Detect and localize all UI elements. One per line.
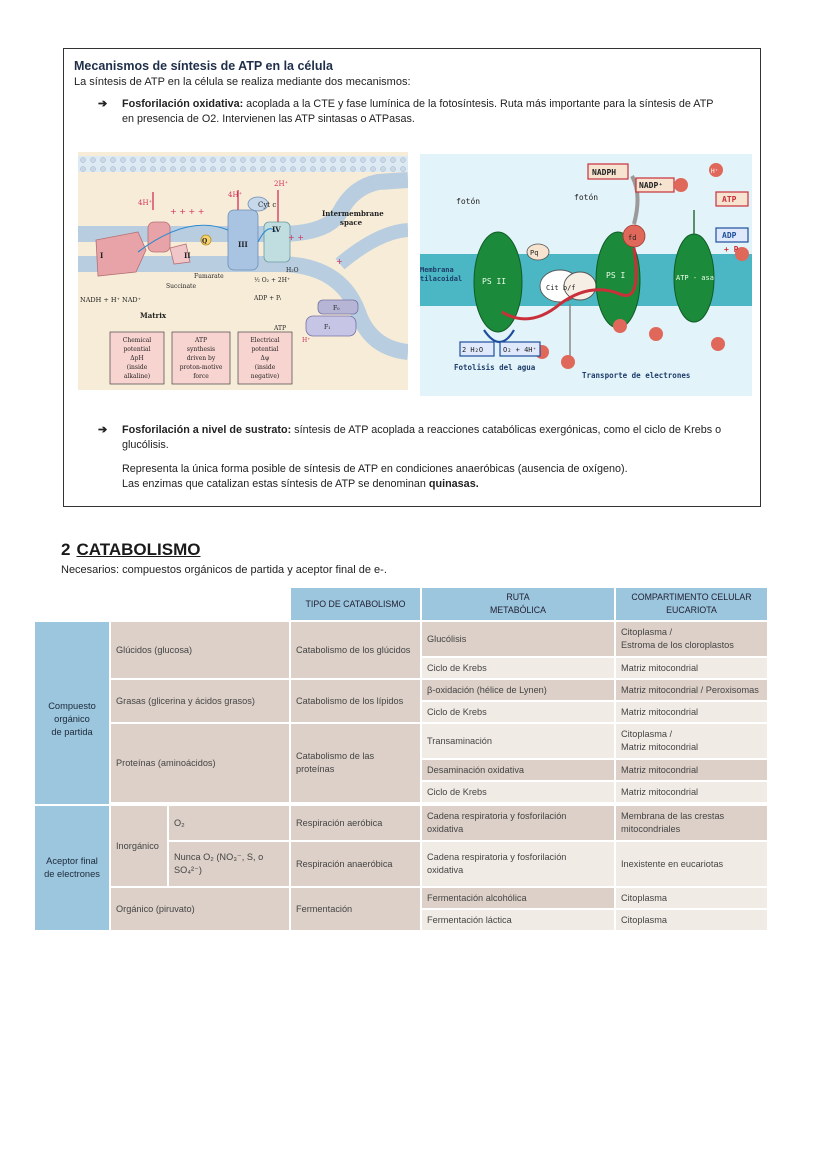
cell-nunca-o2 bbox=[169, 842, 289, 886]
header-comp-line2: EUCARIOTA bbox=[666, 605, 717, 615]
box1-line-4: (inside bbox=[126, 364, 148, 371]
label-cytc: Cyt c bbox=[258, 201, 277, 209]
cell-cadena-2 bbox=[422, 842, 614, 886]
cell-cat-proteinas bbox=[291, 724, 420, 802]
cell-membrana-crestas bbox=[616, 806, 767, 840]
label-intermembrane: Intermembrane bbox=[322, 209, 384, 218]
catabolism-table bbox=[33, 586, 769, 932]
cell-krebs-2: Ciclo de Krebs bbox=[422, 702, 614, 722]
box3-line-3: Δψ bbox=[260, 355, 270, 362]
cell-citoplasma-estroma bbox=[616, 622, 767, 656]
aceptor-line1: Aceptor final bbox=[46, 856, 98, 866]
cell-fermentacion: Fermentación bbox=[291, 888, 420, 930]
label-adp: ADP + Pᵢ bbox=[254, 295, 282, 302]
cell-matriz-4: Matriz mitocondrial bbox=[616, 782, 767, 802]
label-ps2: PS II bbox=[482, 277, 507, 286]
memb-line2: mitocondriales bbox=[621, 824, 681, 834]
label-4h-1: 4H⁺ bbox=[138, 199, 153, 207]
label-fd: fd bbox=[628, 234, 637, 242]
label-cit-bf: Cit b/f bbox=[546, 284, 576, 292]
cell-matriz-perox: Matriz mitocondrial / Peroxisomas bbox=[616, 680, 767, 700]
cell-inorganico: Inorgánico bbox=[111, 806, 167, 886]
aceptor-line2: de electrones bbox=[44, 869, 100, 879]
box3-line-5: negative) bbox=[250, 373, 280, 380]
compuesto-line3: de partida bbox=[51, 727, 93, 737]
compuesto-line2: orgánico bbox=[54, 714, 90, 724]
label-pq: Pq bbox=[530, 249, 539, 257]
header-ruta-line2: METABÓLICA bbox=[489, 605, 547, 615]
label-foton-1: fotón bbox=[456, 197, 481, 206]
kinases-line bbox=[122, 477, 742, 492]
box2-line-5: force bbox=[193, 373, 209, 380]
arrow-icon: ➔ bbox=[98, 98, 108, 110]
anaerobic-line: Representa la única forma posible de síntesis de ATP en condiciones anaeróbicas (ausencia de oxígeno). bbox=[122, 463, 628, 475]
cell-matriz-3: Matriz mitocondrial bbox=[616, 760, 767, 780]
cell-glucolisis: Glucólisis bbox=[422, 622, 614, 656]
bullet-substrate bbox=[98, 423, 728, 453]
kinases-bold: quinasas. bbox=[428, 478, 479, 490]
cell-cadena-1 bbox=[422, 806, 614, 840]
label-adp-right: ADP bbox=[722, 231, 737, 240]
cell-grasas: Grasas (glicerina y ácidos grasos) bbox=[111, 680, 289, 722]
cell-inexistente: Inexistente en eucariotas bbox=[616, 842, 767, 886]
cell-krebs-1: Ciclo de Krebs bbox=[422, 658, 614, 678]
row-group-aceptor bbox=[35, 806, 109, 930]
section-title: CATABOLISMO bbox=[76, 540, 201, 559]
cadena2-line2: oxidativa bbox=[427, 865, 464, 875]
table-row bbox=[35, 724, 767, 758]
label-nadph: NADPH bbox=[592, 168, 617, 177]
box1-line-2: potential bbox=[123, 346, 151, 353]
compuesto-line1: Compuesto bbox=[48, 701, 96, 711]
cell-krebs-3: Ciclo de Krebs bbox=[422, 782, 614, 802]
comp-cito2-line: Citoplasma / bbox=[621, 729, 673, 739]
cell-cat-lipidos: Catabolismo de los lípidos bbox=[291, 680, 420, 722]
memb-line1: Membrana de las crestas bbox=[621, 811, 725, 821]
header-ruta bbox=[422, 588, 614, 620]
label-atp-asa: ATP - asa bbox=[676, 274, 714, 282]
mitochondrial-etc-figure bbox=[78, 152, 408, 390]
label-membrana: Membrana bbox=[420, 266, 454, 274]
comp-matriz2-line: Matriz mitocondrial bbox=[621, 742, 699, 752]
comp-estroma-line: Estroma de los cloroplastos bbox=[621, 640, 734, 650]
box1-line-1: Chemical bbox=[122, 337, 152, 344]
label-f0: F₀ bbox=[333, 305, 340, 312]
label-o2: ½ O₂ + 2H⁺ bbox=[254, 277, 291, 284]
box2-line-1: ATP bbox=[194, 337, 208, 344]
thylakoid-etc-figure bbox=[420, 154, 752, 396]
label-succinate: Succinate bbox=[166, 283, 197, 290]
comp-cito-line: Citoplasma / bbox=[621, 627, 673, 637]
cell-resp-anaerobica: Respiración anaeróbica bbox=[291, 842, 420, 886]
cell-resp-aerobica: Respiración aeróbica bbox=[291, 806, 420, 840]
bullet-oxidative-text: acoplada a la CTE y fase lumínica de la fotosíntesis. Ruta más importante para la síntesis de ATP en presencia de O2. Intervienen las ATP sintasas o ATPasas. bbox=[122, 98, 714, 125]
header-compartimento bbox=[616, 588, 767, 620]
box1-line-5: alkaline) bbox=[123, 373, 151, 380]
box2-line-4: proton-motive bbox=[179, 364, 223, 371]
box2-line-2: synthesis bbox=[186, 346, 216, 353]
box2-line-3: driven by bbox=[186, 355, 216, 362]
row-group-compuesto bbox=[35, 622, 109, 804]
box-title: Mecanismos de síntesis de ATP en la célula bbox=[74, 59, 333, 73]
atp-synthesis-box bbox=[63, 48, 761, 507]
table-header-row bbox=[35, 588, 767, 620]
svg-text:+ + + +: + + + + bbox=[170, 207, 205, 216]
label-tilacoidal: tilacoidal bbox=[420, 275, 463, 283]
header-tipo: TIPO DE CATABOLISMO bbox=[291, 588, 420, 620]
box3-line-1: Electrical bbox=[250, 337, 280, 344]
box3-line-2: potential bbox=[251, 346, 279, 353]
svg-text:+ +: + + bbox=[288, 233, 304, 242]
label-nadp: NADP⁺ bbox=[639, 181, 664, 190]
label-complex-i: I bbox=[100, 251, 104, 260]
label-complex-iv: IV bbox=[272, 225, 281, 234]
label-fotolisis: Fotolisis del agua bbox=[454, 363, 536, 372]
label-foton-2: fotón bbox=[574, 193, 599, 202]
section-heading bbox=[61, 540, 201, 560]
label-hplus: H⁺ bbox=[302, 337, 311, 344]
cell-ferm-lactica: Fermentación láctica bbox=[422, 910, 614, 930]
label-q: Q bbox=[202, 238, 208, 245]
kinases-text: Las enzimas que catalizan estas síntesis de ATP se denominan bbox=[122, 478, 429, 490]
table-row bbox=[35, 680, 767, 700]
cell-cat-glucidos: Catabolismo de los glúcidos bbox=[291, 622, 420, 678]
cell-organico: Orgánico (piruvato) bbox=[111, 888, 289, 930]
arrow-icon: ➔ bbox=[98, 424, 108, 436]
cadena2-line1: Cadena respiratoria y fosforilación bbox=[427, 852, 567, 862]
header-comp-line1: COMPARTIMENTO CELULAR bbox=[631, 592, 752, 602]
cell-transaminacion: Transaminación bbox=[422, 724, 614, 758]
bullet-oxidative-label: Fosforilación oxidativa: bbox=[122, 98, 244, 110]
cell-proteinas: Proteínas (aminoácidos) bbox=[111, 724, 289, 802]
table-row bbox=[35, 888, 767, 908]
label-transporte: Transporte de electrones bbox=[582, 371, 691, 380]
label-o2-4h: O₂ + 4H⁺ bbox=[503, 346, 537, 354]
label-fumarate: Fumarate bbox=[194, 273, 224, 280]
label-complex-ii: II bbox=[184, 251, 191, 260]
cadena1-line1: Cadena respiratoria y fosforilación bbox=[427, 811, 567, 821]
cadena1-line2: oxidativa bbox=[427, 824, 464, 834]
nunca-line2: SO₄²⁻) bbox=[174, 865, 202, 875]
cell-beta-oxidacion: β-oxidación (hélice de Lynen) bbox=[422, 680, 614, 700]
label-f1: F₁ bbox=[324, 324, 331, 331]
cell-ferm-alcoholica: Fermentación alcohólica bbox=[422, 888, 614, 908]
label-matrix: Matrix bbox=[140, 311, 167, 320]
label-space: space bbox=[340, 218, 363, 227]
label-complex-iii: III bbox=[238, 240, 248, 249]
cell-citoplasma-2: Citoplasma bbox=[616, 910, 767, 930]
table-row bbox=[35, 806, 767, 840]
cell-glucidos: Glúcidos (glucosa) bbox=[111, 622, 289, 678]
bullet-substrate-text: síntesis de ATP acoplada a reacciones catabólicas exergónicas, como el ciclo de Krebs o glucólisis. bbox=[122, 424, 722, 451]
label-4h-2: 4H⁺ bbox=[228, 191, 243, 199]
label-atp-right: ATP bbox=[722, 195, 737, 204]
cell-o2: O₂ bbox=[169, 806, 289, 840]
label-nadh: NADH + H⁺ NAD⁺ bbox=[80, 296, 142, 304]
box-intro: La síntesis de ATP en la célula se realiza mediante dos mecanismos: bbox=[74, 76, 411, 88]
cat-prot-line2: proteínas bbox=[296, 764, 335, 774]
svg-text:+: + bbox=[336, 257, 343, 266]
section-number: 2 bbox=[61, 540, 71, 559]
label-2h2o: 2 H₂O bbox=[462, 346, 484, 354]
cell-matriz-1: Matriz mitocondrial bbox=[616, 658, 767, 678]
bullet-substrate-label: Fosforilación a nivel de sustrato: bbox=[122, 424, 292, 436]
box1-line-3: ΔpH bbox=[130, 355, 144, 362]
label-h-top: H⁺ bbox=[711, 168, 719, 175]
header-ruta-line1: RUTA bbox=[506, 592, 530, 602]
nunca-line1: Nunca O₂ (NO₃⁻, S, o bbox=[174, 852, 264, 862]
anaerobic-paragraph bbox=[122, 462, 742, 492]
label-plus-p: + P bbox=[724, 245, 739, 254]
bullet-oxidative bbox=[98, 97, 728, 127]
table-row bbox=[35, 622, 767, 656]
cell-cito-matriz bbox=[616, 724, 767, 758]
cell-matriz-2: Matriz mitocondrial bbox=[616, 702, 767, 722]
cat-prot-line1: Catabolismo de las bbox=[296, 751, 375, 761]
box3-line-4: (inside bbox=[254, 364, 276, 371]
label-h2o: H₂O bbox=[286, 267, 299, 274]
label-ps1: PS I bbox=[606, 271, 626, 280]
cell-desaminacion: Desaminación oxidativa bbox=[422, 760, 614, 780]
label-atp: ATP bbox=[274, 325, 287, 332]
label-2h: 2H⁺ bbox=[274, 180, 289, 188]
cell-citoplasma-1: Citoplasma bbox=[616, 888, 767, 908]
section-subtitle: Necesarios: compuestos orgánicos de partida y aceptor final de e-. bbox=[61, 564, 387, 576]
